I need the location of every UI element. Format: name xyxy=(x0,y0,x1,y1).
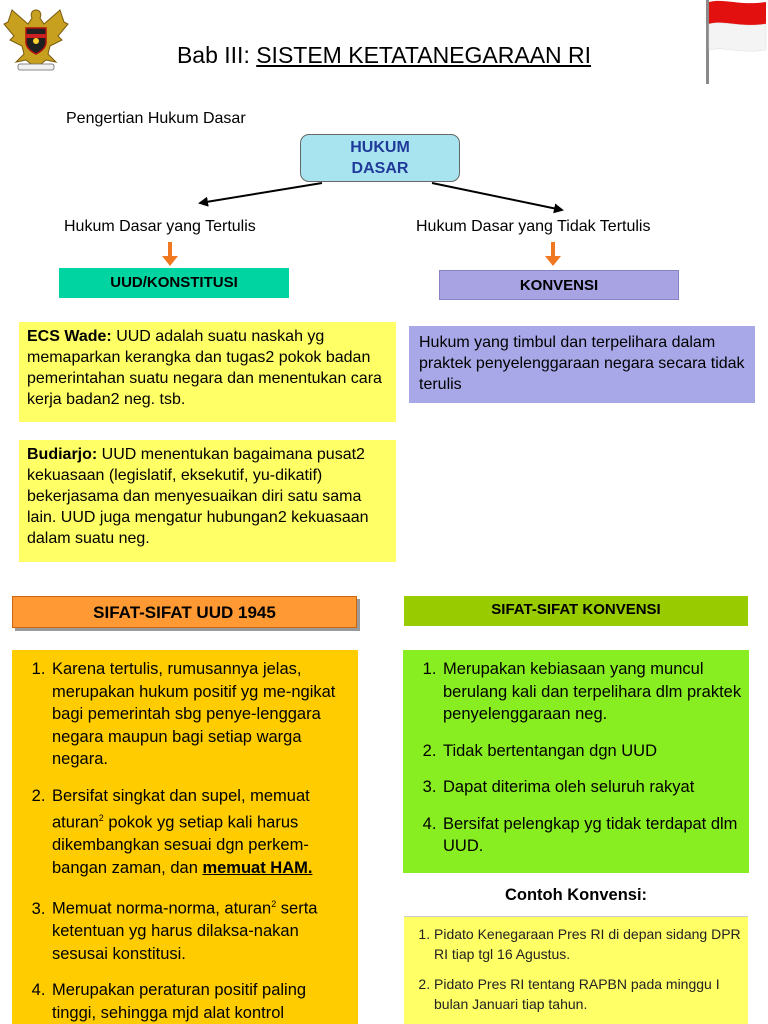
konvensi-box: KONVENSI xyxy=(439,270,679,300)
branch-left-label: Hukum Dasar yang Tertulis xyxy=(64,218,256,235)
list-item: 2. Tidak bertentangan dgn UUD xyxy=(441,740,743,763)
title-main: SISTEM KETATANEGARAAN RI xyxy=(256,42,592,68)
budiarjo-name: Budiarjo: xyxy=(27,446,98,463)
ecs-wade-text: UUD adalah suatu naskah yg memaparkan kerangka dan tugas2 pokok badan pemerintahan suatu negara dan menentukan cara kerja badan2 neg. tsb. xyxy=(27,328,382,408)
branch-right-label: Hukum Dasar yang Tidak Tertulis xyxy=(416,218,651,235)
sifat-uud-header: SIFAT-SIFAT UUD 1945 xyxy=(12,596,357,628)
list-item: 4. Bersifat pelengkap yg tidak terdapat dlm UUD. xyxy=(441,813,743,858)
pengertian-label: Pengertian Hukum Dasar xyxy=(66,110,246,127)
contoh-konvensi-header: Contoh Konvensi: xyxy=(504,886,648,904)
list-item: 4. Merupakan peraturan positif paling tinggi, sehingga mjd alat kontrol xyxy=(50,979,352,1024)
uud-konstitusi-box: UUD/KONSTITUSI xyxy=(59,268,289,298)
sifat-konvensi-list-box xyxy=(403,650,749,873)
list-item: 1. Pidato Kenegaraan Pres RI di depan sidang DPR RI tiap tgl 16 Agustus. xyxy=(434,924,742,964)
arrow-down-icon xyxy=(165,242,175,266)
sifat-konvensi-list xyxy=(403,658,743,858)
arrow-down-icon xyxy=(548,242,558,266)
budiarjo-box xyxy=(19,440,396,562)
hukum-dasar-line1: HUKUM xyxy=(350,139,410,156)
contoh-konvensi-box xyxy=(404,916,748,1024)
arrow-right xyxy=(432,183,562,210)
list-item: 3. Memuat norma-norma, aturan$^2$ serta ketentuan yg harus dilaksa-nakan sesusai konstitusi. xyxy=(50,893,352,965)
konvensi-definition-box: Hukum yang timbul dan terpelihara dalam praktek penyelenggaraan negara secara tidak terulis xyxy=(409,326,755,403)
arrow-left xyxy=(200,183,322,203)
budiarjo-text: UUD menentukan bagaimana pusat2 kekuasaan (legislatif, eksekutif, yu-dikatif) bekerjasama dan menyesuaikan diri satu sama lain. UUD juga mengatur hubungan2 kekuasaan dalam suatu neg. xyxy=(27,446,369,547)
sifat-uud-list-box xyxy=(12,650,358,1024)
title-prefix: Bab III: xyxy=(176,42,250,68)
ecs-wade-box xyxy=(19,322,396,422)
contoh-konvensi-list xyxy=(404,924,742,1014)
list-item: 3. Dapat diterima oleh seluruh rakyat xyxy=(441,776,743,799)
sifat-uud-list xyxy=(12,658,352,1024)
list-item: 1. Karena tertulis, rumusannya jelas, merupakan hukum positif yg me-ngikat bagi pemerintah sbg penye-lenggara negara maupun bagi setiap warga negara. xyxy=(50,658,352,771)
ecs-wade-name: ECS Wade: xyxy=(27,328,112,345)
sifat-konvensi-header: SIFAT-SIFAT KONVENSI xyxy=(404,596,748,626)
hukum-dasar-line2: DASAR xyxy=(351,160,409,177)
list-item: 2. Pidato Pres RI tentang RAPBN pada minggu I bulan Januari tiap tahun. xyxy=(434,974,742,1014)
list-item: 1. Merupakan kebiasaan yang muncul berulang kali dan terpelihara dlm praktek penyelenggaraan neg. xyxy=(441,658,743,726)
list-item: 2. Bersifat singkat dan supel, memuat aturan$^2$ pokok yg setiap kali harus dikembangkan sesuai dgn perkem-bangan zaman, dan memuat HAM. xyxy=(50,785,352,880)
